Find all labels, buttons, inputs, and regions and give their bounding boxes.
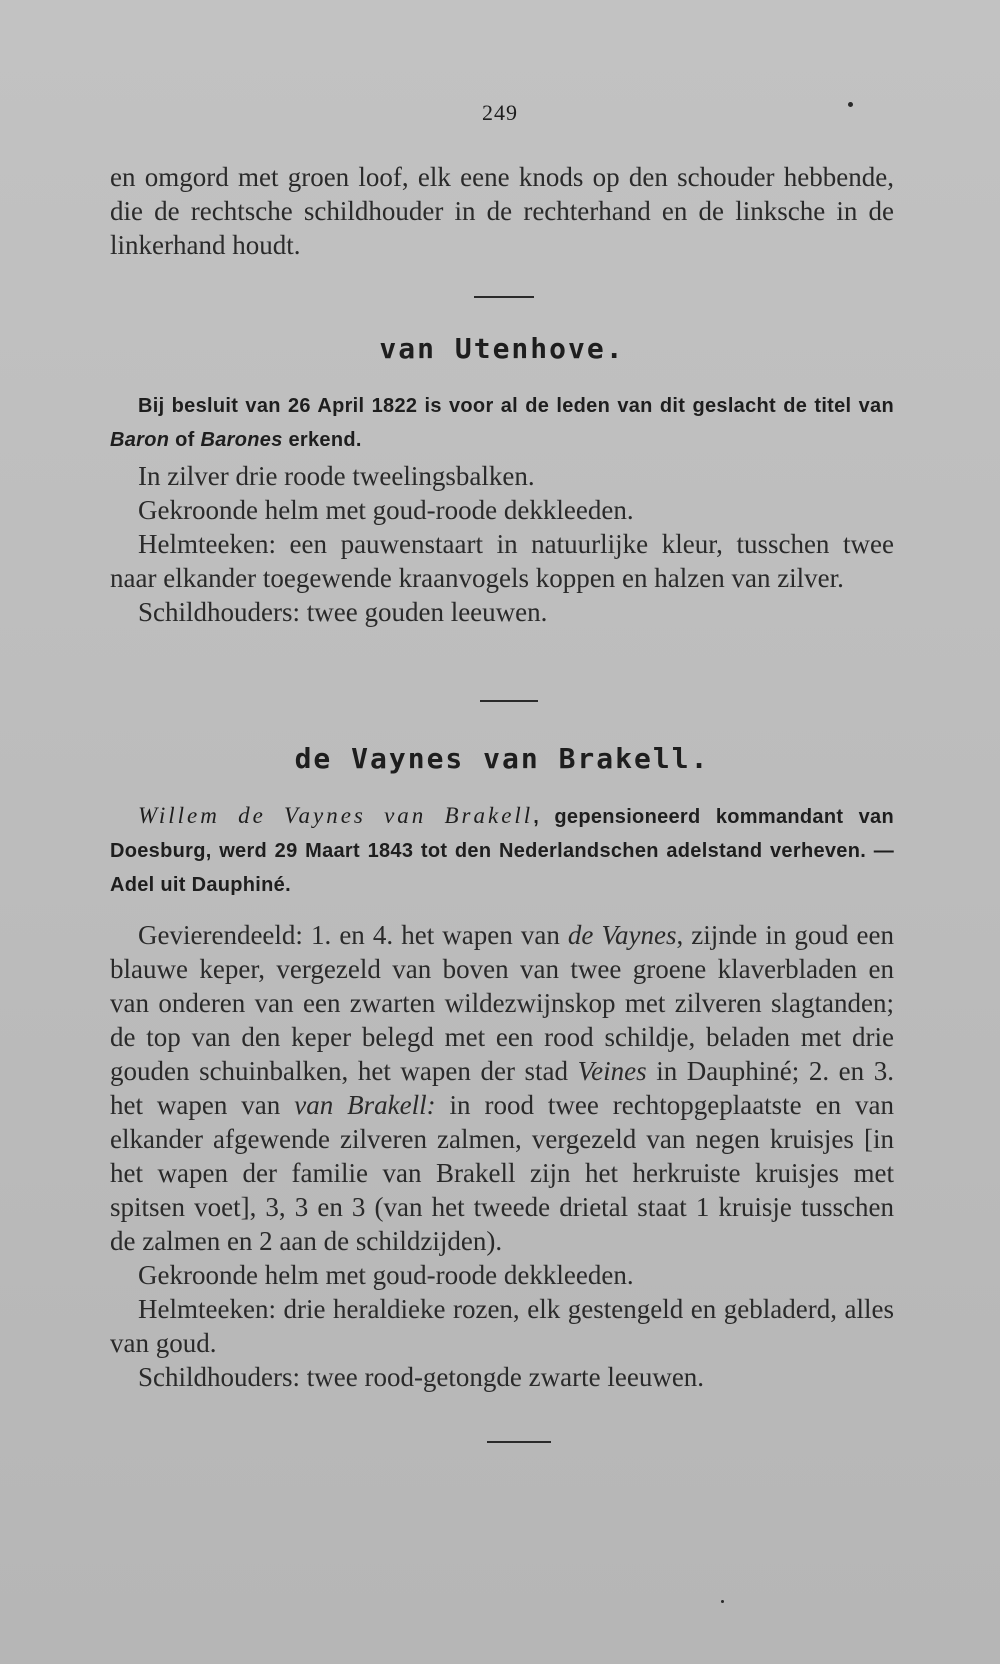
blazon-supporters: Schildhouders: twee gouden leeuwen. — [138, 597, 548, 627]
section-heading: van Utenhove. — [379, 332, 625, 365]
intro-paragraph: en omgord met groen loof, elk eene knods op den schouder hebbende, die de rechtsche schildhouder in de rechterhand en de linksche in de linkerhand houdt. — [110, 162, 894, 260]
section-heading: de Vaynes van Brakell. — [294, 742, 710, 775]
blazon-supporters: Schildhouders: twee rood-getongde zwarte leeuwen. — [138, 1362, 705, 1392]
blazon-text: , zijnde in goud een blauwe keper, vergezeld van boven van twee groene klaverbladen en van onderen van een zwarten wildezwijnskop met zilveren slagtanden; de top van den keper belegd met een rood schildje, beladen met drie gouden schuinbalken, het wapen der stad — [110, 920, 894, 1086]
decree-title-barones: Barones — [200, 429, 283, 451]
blazon-crest: Helmteeken: een pauwenstaart in natuurlijke kleur, tusschen twee naar elkander toegewende kraanvogels koppen en halzen van zilver. — [110, 529, 894, 593]
intro-block — [110, 160, 894, 262]
ink-speck — [848, 102, 853, 107]
section-divider — [487, 1441, 551, 1443]
blazon-helm: Gekroonde helm met goud-roode dekkleeden. — [138, 495, 634, 525]
decree-person-name: Willem de Vaynes van Brakell — [138, 803, 534, 828]
ink-speck — [721, 1600, 724, 1603]
blazon-crest: Helmteeken: drie heraldieke rozen, elk gestengeld en gebladerd, alles van goud. — [110, 1294, 894, 1358]
decree-paragraph — [110, 389, 894, 457]
section-utenhove — [110, 332, 894, 629]
section-divider — [474, 296, 534, 298]
blazon-text: in rood twee rechtopgeplaatste en van elkander afgewende zilveren zalmen, vergezeld van negen kruisjes [in het wapen der familie van Brakell zijn het herkruiste kruisjes met spitsen voet], 3, 3 en 3 (van het tweede drietal staat 1 kruisje tusschen de zalmen en 2 aan de schildzijden). — [110, 1090, 894, 1256]
decree-title-baron: Baron — [110, 429, 170, 451]
blazon-city-veines: Veines — [577, 1056, 647, 1086]
decree-text: Bij besluit van 26 April 1822 is voor al de leden van dit geslacht de titel van — [138, 395, 894, 417]
blazon-family-de-vaynes: de Vaynes — [567, 920, 677, 950]
section-divider — [480, 700, 538, 702]
blazon-text: in Dauphiné; 2. en 3. het wapen van — [110, 1056, 894, 1120]
blazon-arms — [110, 918, 894, 1258]
page-number: 249 — [482, 100, 518, 125]
decree-text: , gepensioneerd kommandant van Doesburg, werd 29 Maart 1843 tot den Nederlandschen adelstand verheven. — Adel uit Dauphiné. — [110, 806, 894, 896]
decree-text: of — [169, 429, 201, 451]
section-vaynes-van-brakell — [110, 742, 894, 1394]
blazon-text: Gevierendeeld: 1. en 4. het wapen van — [138, 920, 568, 950]
decree-paragraph — [110, 799, 894, 902]
blazon-helm: Gekroonde helm met goud-roode dekkleeden. — [138, 1260, 634, 1290]
blazon-shield: In zilver drie roode tweelingsbalken. — [138, 461, 535, 491]
decree-text: erkend. — [282, 429, 362, 451]
blazon-family-van-brakell: van Brakell: — [294, 1090, 436, 1120]
